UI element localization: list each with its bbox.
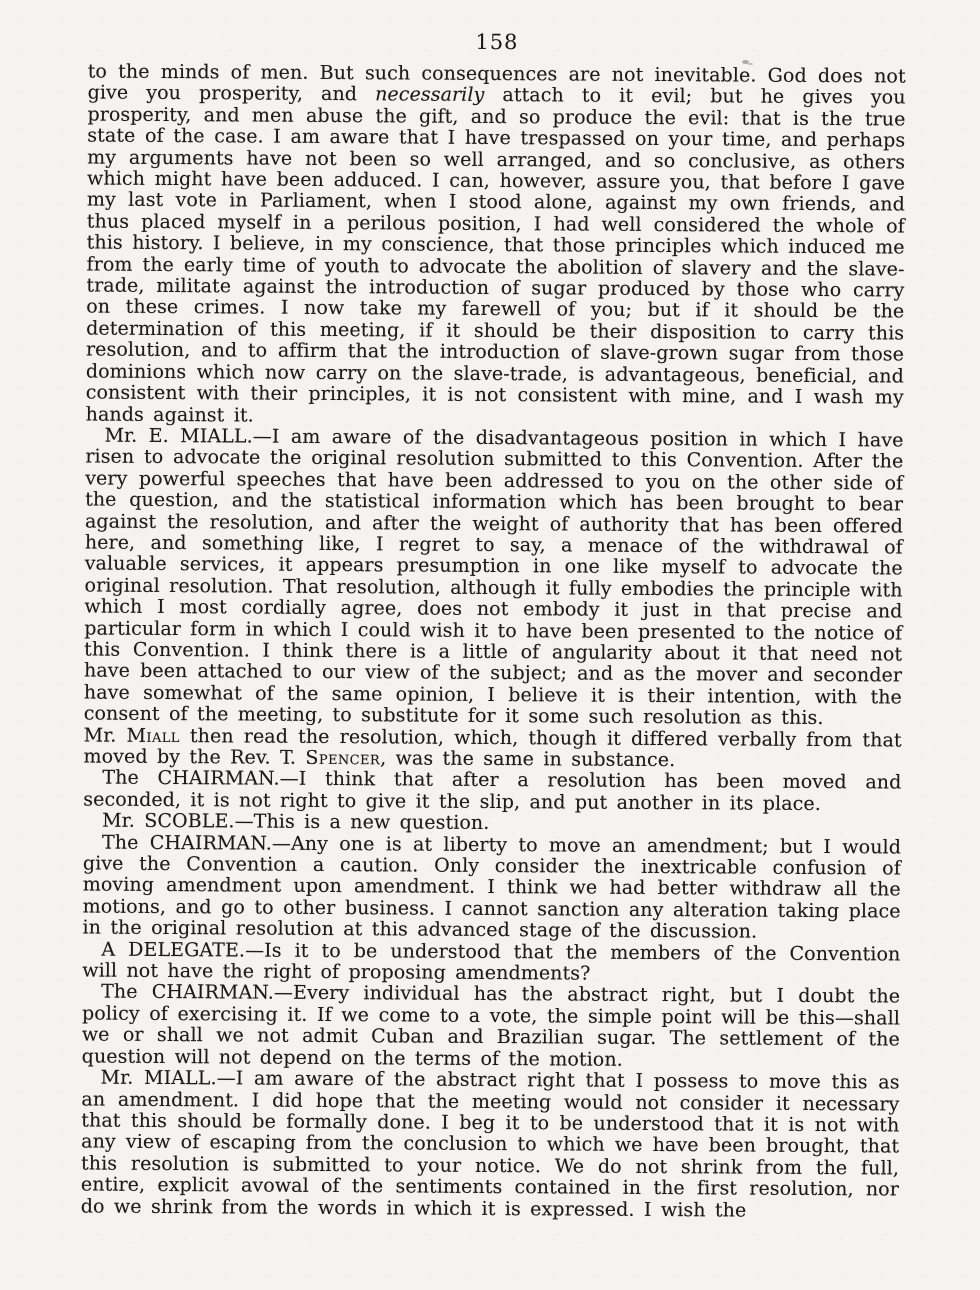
speech-text: —Every individual has the abstract right, but I doubt the policy of exercising it. If we come to a vote, the simple point will be this—shall we or shall we not admit Cuban and Brazilian sugar. The settlement of the question will not depend on the terms of the motion. (81, 982, 901, 1071)
speaker-name: Mr. MIALL. (100, 1066, 217, 1090)
paragraph-text: then read the resolution, which, though it differed verbally from that moved by the Rev. T. (83, 724, 902, 769)
speech-paragraph (83, 768, 901, 816)
speech-text: —I am aware of the abstract right that I possess to move this as an amendment. I did hope that the meeting would not consider it necessary that this should be formally done. I beg it to be understood that it is not with any view of escaping from the conclusion to which we have been brought, that this resolution is submitted to your notice. We do not shrink from the full, entire, explicit avowal of the sentiments contained in the first resolution, nor do we shrink from the words in which it is expressed. I wish the (80, 1067, 900, 1222)
speech-paragraph (84, 425, 904, 730)
smallcaps-name: Miall (126, 724, 180, 747)
speaker-name: The CHAIRMAN. (101, 981, 275, 1005)
speaker-name: The CHAIRMAN. (102, 767, 280, 791)
emphasized-word: necessarily (375, 83, 485, 107)
speech-text: —Is it to be understood that the members of the Convention will not have the right of proposing amendments? (82, 939, 901, 985)
narration-paragraph (83, 725, 901, 773)
speech-text: —This is a new question. (234, 810, 490, 835)
speech-text: —I am aware of the disadvantageous position in which I have risen to advocate the original resolution submitted to this Convention. After the very powerful speeches that have been addressed to you on the other side of the question, and the statistical information which has been brought to bear against the resolution, and after the weight of authority that has been offered here, and something like, I regret to say, a menace of the withdrawal of valuable services, it appears presumption in one like myself to advocate the original resolution. That resolution, although it fully embodies the principle with which I most cordially agree, does not embody it just in that precise and particular form in which I could wish it to have been presented to the notice of this Convention. I think there is a little of angularity about it that need not have been attached to our view of the subject; and as the mover and seconder have somewhat of the same opinion, I believe it is their intention, with the consent of the meeting, to substitute for it some such resolution as this. (83, 425, 904, 730)
paragraph-text: to the minds of men. But such consequences are not inevitable. God does not give you prosperity, and (87, 60, 906, 106)
page-body-text (81, 62, 906, 1223)
speech-text: —I think that after a resolution has been moved and seconded, it is not right to give it the slip, and put another in its place. (83, 768, 902, 815)
speech-paragraph (81, 1068, 900, 1223)
paragraph-text: attach to it evil; but he gives you prosperity, and men abuse the gift, and so produce the evil: that is the true state of the case. I am aware that I have trespassed on your time, and perhaps my arguments have not been so well arranged, and so conclusive, as others which might have been adduced. I can, however, assure you, that before I gave my last vote in Parliament, when I stood alone, against my own friends, and thus placed myself in a perilous position, I had well considered the whole of this history. I believe, in my conscience, that those principles which induced me from the early time of youth to advocate the abolition of slavery and the slave-trade, militate against the introduction of sugar produced by those who carry on these crimes. I now take my farewell of you; but if it should be the determination of this meeting, if it should be their disposition to carry this resolution, and to affirm that the introduction of slave-grown sugar from those dominions which now carry on the slave-trade, is advantageous, beneficial, and consistent with their principles, it is not consistent with mine, and I wash my hands against it. (85, 84, 906, 427)
scanned-book-page (81, 28, 906, 1223)
speech-text: —Any one is at liberty to move an amendment; but I would give the Convention a caution. Only consider the inextricable confusion of moving amendment upon amendment. I think we had better withdraw all the motions, and go to other business. I cannot sanction any alteration taking place in the original resolution at this advanced stage of the discussion. (82, 832, 902, 943)
speaker-name: Mr. E. MIALL. (104, 424, 253, 448)
speech-paragraph (82, 982, 901, 1073)
speaker-name: Mr. SCOBLE. (102, 809, 235, 833)
speech-paragraph (82, 939, 900, 987)
speaker-name: A DELEGATE. (101, 938, 246, 962)
smallcaps-name: Spencer (305, 746, 381, 770)
paragraph-text: , was the same in substance. (380, 747, 676, 772)
paragraph-text: Mr. (83, 724, 127, 747)
speech-paragraph (82, 832, 901, 944)
page-number: 158 (475, 29, 519, 55)
speaker-name: The CHAIRMAN. (101, 831, 272, 855)
paragraph-continuation (86, 62, 906, 431)
